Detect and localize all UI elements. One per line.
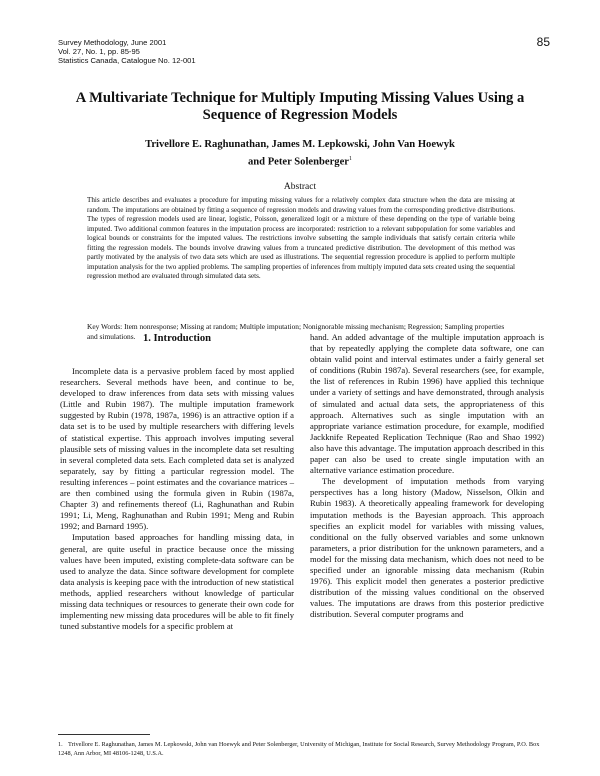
abstract-heading: Abstract	[283, 182, 317, 192]
keywords-text: Item nonresponse; Missing at random; Multiple imputation; Nonignorable missing mechanism; Regression; Sampling properties and simulations.	[87, 322, 505, 341]
author-list	[60, 138, 540, 170]
paper-title: A Multivariate Technique for Multiply Imputing Missing Values Using a Sequence of Regression Models	[75, 90, 525, 123]
journal-publisher: Statistics Canada, Catalogue No. 12-001	[58, 56, 196, 65]
left-column	[60, 332, 294, 632]
title-block	[60, 90, 540, 170]
journal-header	[58, 38, 358, 65]
paragraph: Incomplete data is a pervasive problem faced by most applied researchers. Several methods have been, and continue to be, developed to draw inferences from data sets with missing values (Little and Rubin 1987). The multiple imputation framework suggested by Rubin (1978, 1987a, 1996) is an attractive option if a data set is to be used by multiple researchers with differing levels of statistical expertise. This approach involves imputing several plausible sets of missing values in the incomplete data set resulting in several completed data sets. Each completed data set is analyzed separately, say by fitting a particular regression model. The resulting inferences – point estimates and the covariance matrices – are then combined using the formula given in Rubin (1987a, Chapter 3) and refinements thereof (Li, Raghunathan and Rubin 1991; Li, Meng, Raghunathan and Rubin 1991; Meng and Rubin 1992; and Barnard 1995).	[60, 366, 294, 532]
keywords-label: Key Words:	[87, 322, 123, 331]
footnote-divider	[58, 734, 150, 735]
footnote-text: Trivellore E. Raghunathan, James M. Lepkowski, John van Hoewyk and Peter Solenberger, University of Michigan, Institute for Social Research, Survey Methodology Program, P.O. Box 1248, Ann Arbor, MI 48106-1248, U.S.A.	[58, 741, 540, 757]
author-footnote-marker: 1	[349, 156, 352, 162]
journal-name: Survey Methodology, June 2001	[58, 38, 167, 47]
paragraph: The development of imputation methods from varying perspectives has a long history (Madow, Nisselson, Olkin and Rubin 1983). A theoretically appealing framework for developing imputation methods is the Bayesian approach. This approach specifies an explicit model for variables with missing values, conditional on the fully observed variables and some unknown parameters, a prior distribution for the unknown parameters, and a model for the missing data mechanism, which does not need to be specified under an ignorable missing data mechanism (Rubin 1976). This explicit model then generates a posterior predictive distribution of the missing values conditional on the observed values. The imputations are draws from this posterior predictive distribution. Several computer programs and	[310, 476, 544, 620]
authors-line-1: Trivellore E. Raghunathan, James M. Lepkowski, John Van Hoewyk	[145, 139, 455, 150]
abstract-text: This article describes and evaluates a procedure for imputing missing values for a relatively complex data structure when the data are missing at random. The imputations are obtained by fitting a sequence of regression models and drawing values from the corresponding predictive distributions. The types of regression models used are linear, logistic, Poisson, generalized logit or a mixture of these depending on the type of variable being imputed. Two additional common features in the imputation process are incorporated: restriction to a relevant subpopulation for some variables and logical bounds or constraints for the imputed values. The restrictions involve subsetting the sample individuals that satisfy certain criteria while fitting the regression models. The bounds involve drawing values from a truncated predictive distribution. The development of this method was partly motivated by the analysis of two data sets which are used as illustrations. The sequential regression procedure is applied to perform multiple imputation analysis for the two applied problems. The sampling properties of inferences from multiply imputed data sets created using the sequential regression method are evaluated through simulated data sets.	[87, 196, 515, 281]
journal-volume: Vol. 27, No. 1, pp. 85-95	[58, 47, 140, 56]
right-column	[310, 332, 544, 620]
page-number: 85	[536, 35, 550, 49]
footnote-number: 1.	[58, 741, 63, 748]
authors-line-2	[60, 152, 540, 170]
paragraph: hand. An added advantage of the multiple imputation approach is that by repeatedly applying the complete data software, one can obtain valid point and interval estimates under a fairly general set of conditions (Rubin 1987a). Several researchers (see, for example, the list of references in Rubin 1996) have applied this technique under a variety of settings and have demonstrated, through analysis of simulated and actual data sets, the appropriateness of this approach. Alternatives such as single imputation with an appropriate variance estimation procedure, for example, modified Jackknife Repeated Replication Technique (Rao and Shao 1992) also have this advantage. The imputation approach described in this paper can also be used to create single imputation with an alternative variance estimation procedure.	[310, 332, 544, 476]
paragraph: Imputation based approaches for handling missing data, in general, are quite useful in practice because once the missing values have been imputed, existing complete-data software can be used to analyze the data. Since software development for complete data analysis is keeping pace with the introduction of new statistical methods, applied researchers without knowledge of particular missing data techniques or resources to generate their own code for implementing new missing data procedures will be able to fit finely tuned substantive models for a specific problem at	[60, 532, 294, 632]
section-heading: 1. Introduction	[142, 333, 212, 344]
authors-line-2-text: and Peter Solenberger	[247, 156, 349, 168]
footnote	[58, 740, 542, 758]
